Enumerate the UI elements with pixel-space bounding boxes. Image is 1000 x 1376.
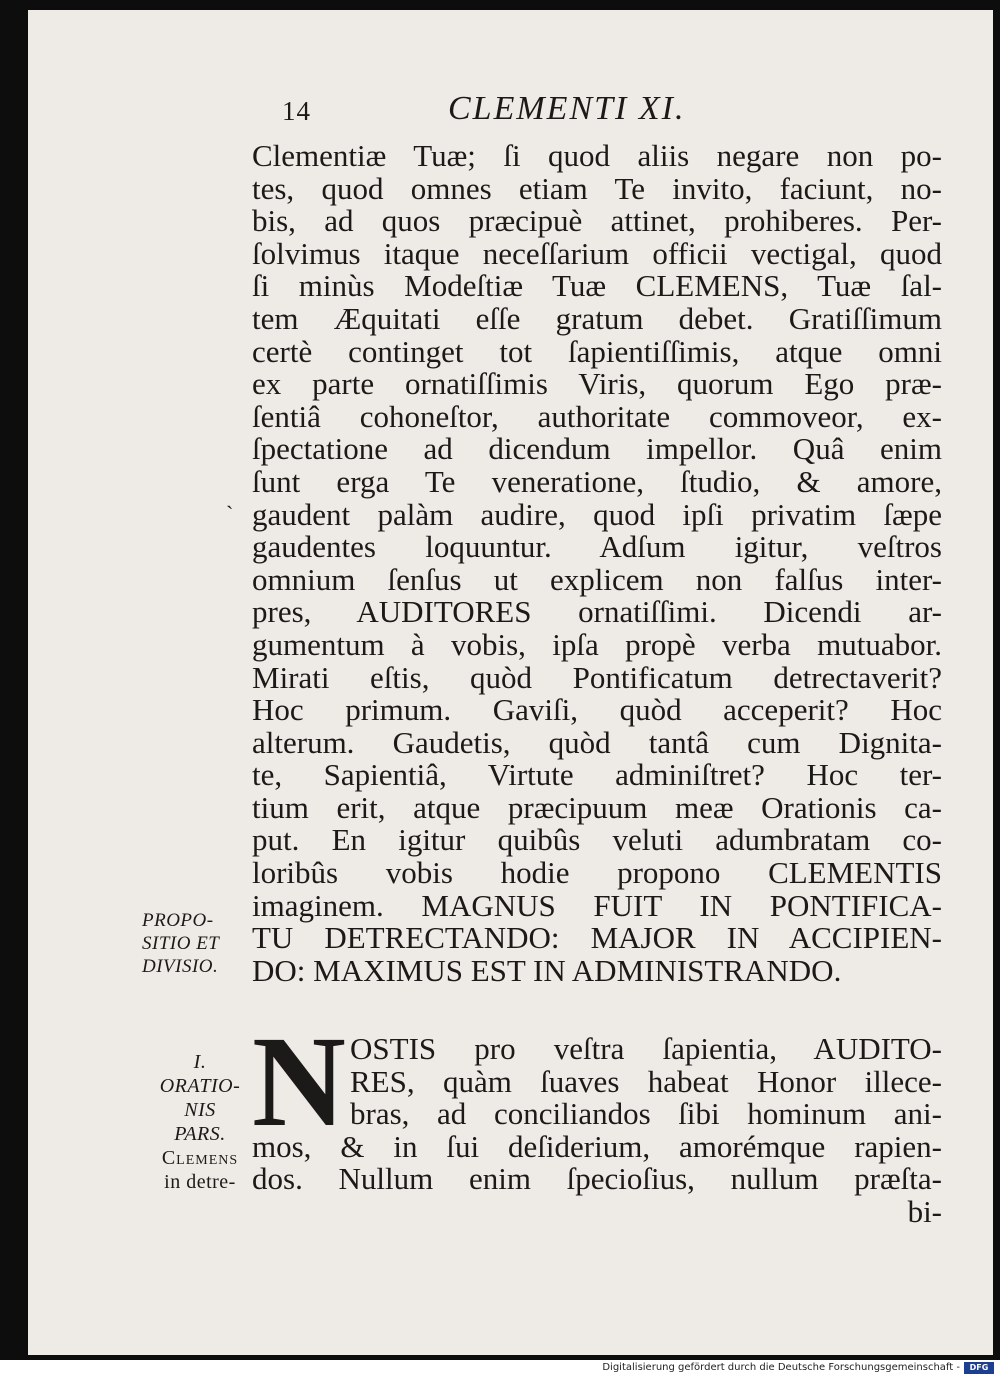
footer-text: Digitalisierung gefördert durch die Deutsche Forschungsgemeinschaft - xyxy=(602,1362,960,1373)
margin-note-line: Clemens xyxy=(161,1147,239,1169)
digitization-footer xyxy=(0,1360,1000,1376)
text-line: Mirati eſtis, quòd Pontificatum detrectaverit? xyxy=(252,659,942,695)
margin-note-line: PARS. xyxy=(174,1123,226,1145)
margin-note-line: SITIO ET xyxy=(142,933,220,954)
text-line: TU DETRECTANDO: MAJOR IN ACCIPIEN- xyxy=(252,920,942,956)
text-line: tes, quod omnes etiam Te invito, faciunt, no- xyxy=(252,170,942,206)
text-line: tium erit, atque præcipuum meæ Orationis ca- xyxy=(252,789,942,825)
text-line: OSTIS pro veſtra ſapientia, AUDITO- xyxy=(350,1031,942,1066)
running-head xyxy=(28,90,993,134)
text-line: bras, ad conciliandos ſibi hominum ani- xyxy=(350,1096,942,1132)
text-line: put. En igitur quibûs veluti adumbratam co- xyxy=(252,822,942,858)
margin-note-line: ORATIO- xyxy=(159,1075,241,1097)
text-line: ſpectatione ad dicendum impellor. Quâ enim xyxy=(252,431,942,467)
dfg-logo: DFG xyxy=(964,1362,994,1374)
text-line: imaginem. MAGNUS FUIT IN PONTIFICA- xyxy=(252,887,942,923)
margin-note-line: PROPO- xyxy=(142,910,214,931)
text-line: Clementiæ Tuæ; ſi quod aliis negare non po- xyxy=(252,138,942,173)
text-line: ex parte ornatiſſimis Viris, quorum Ego præ- xyxy=(252,366,942,402)
margin-note-line: DIVISIO. xyxy=(142,956,219,977)
margin-note-oratio-pars xyxy=(144,1050,256,1194)
drop-cap: N xyxy=(252,1010,346,1154)
text-line: Hoc primum. Gaviſi, quòd acceperit? Hoc xyxy=(252,692,942,728)
text-line: ſi minùs Modeſtiæ Tuæ CLEMENS, Tuæ ſal- xyxy=(252,268,942,304)
text-line: mos, & in ſui deſiderium, amorémque rapien- xyxy=(252,1128,942,1164)
margin-note-line: I. xyxy=(193,1051,207,1073)
text-line: gaudent palàm audire, quod ipſi privatim ſæpe xyxy=(252,496,942,532)
text-line: gaudentes loquuntur. Adſum igitur, veſtros xyxy=(252,529,942,565)
page-number: 14 xyxy=(282,96,311,126)
text-line: gumentum à vobis, ipſa propè verba mutuabor. xyxy=(252,626,942,662)
running-title: CLEMENTI XI. xyxy=(448,90,686,127)
book-page xyxy=(28,10,993,1355)
text-line: omnium ſenſus ut explicem non falſus inter- xyxy=(252,561,942,597)
text-line: ſunt erga Te veneratione, ſtudio, & amore, xyxy=(252,463,942,499)
text-line: te, Sapientiâ, Virtute adminiſtret? Hoc ter- xyxy=(252,757,942,793)
catchword: bi- xyxy=(907,1193,942,1229)
text-line: alterum. Gaudetis, quòd tantâ cum Dignita- xyxy=(252,724,942,760)
paragraph-2 xyxy=(252,1010,942,1229)
text-line: tem Æquitati eſſe gratum debet. Gratiſſimum xyxy=(252,300,942,336)
paragraph-1 xyxy=(252,140,942,987)
text-line: ſolvimus itaque neceſſarium officii vectigal, quod xyxy=(252,235,942,271)
text-line: loribûs vobis hodie propono CLEMENTIS xyxy=(252,855,942,891)
margin-note-propositio xyxy=(142,909,260,978)
text-line: dos. Nullum enim ſpecioſius, nullum præſta- xyxy=(252,1161,942,1197)
text-line: certè continget tot ſapientiſſimis, atque omni xyxy=(252,333,942,369)
text-line: RES, quàm ſuaves habeat Honor illece- xyxy=(350,1063,942,1099)
text-line: ſentiâ cohoneſtor, authoritate commoveor, ex- xyxy=(252,398,942,434)
text-line: bis, ad quos præcipuè attinet, prohiberes. Per- xyxy=(252,203,942,239)
margin-note-line: in detre- xyxy=(164,1171,236,1193)
margin-mark: ˎ xyxy=(226,484,234,509)
margin-note-line: NIS xyxy=(184,1099,216,1121)
text-line: pres, AUDITORES ornatiſſimi. Dicendi ar- xyxy=(252,594,942,630)
text-line: DO: MAXIMUS EST IN ADMINISTRANDO. xyxy=(252,952,842,988)
